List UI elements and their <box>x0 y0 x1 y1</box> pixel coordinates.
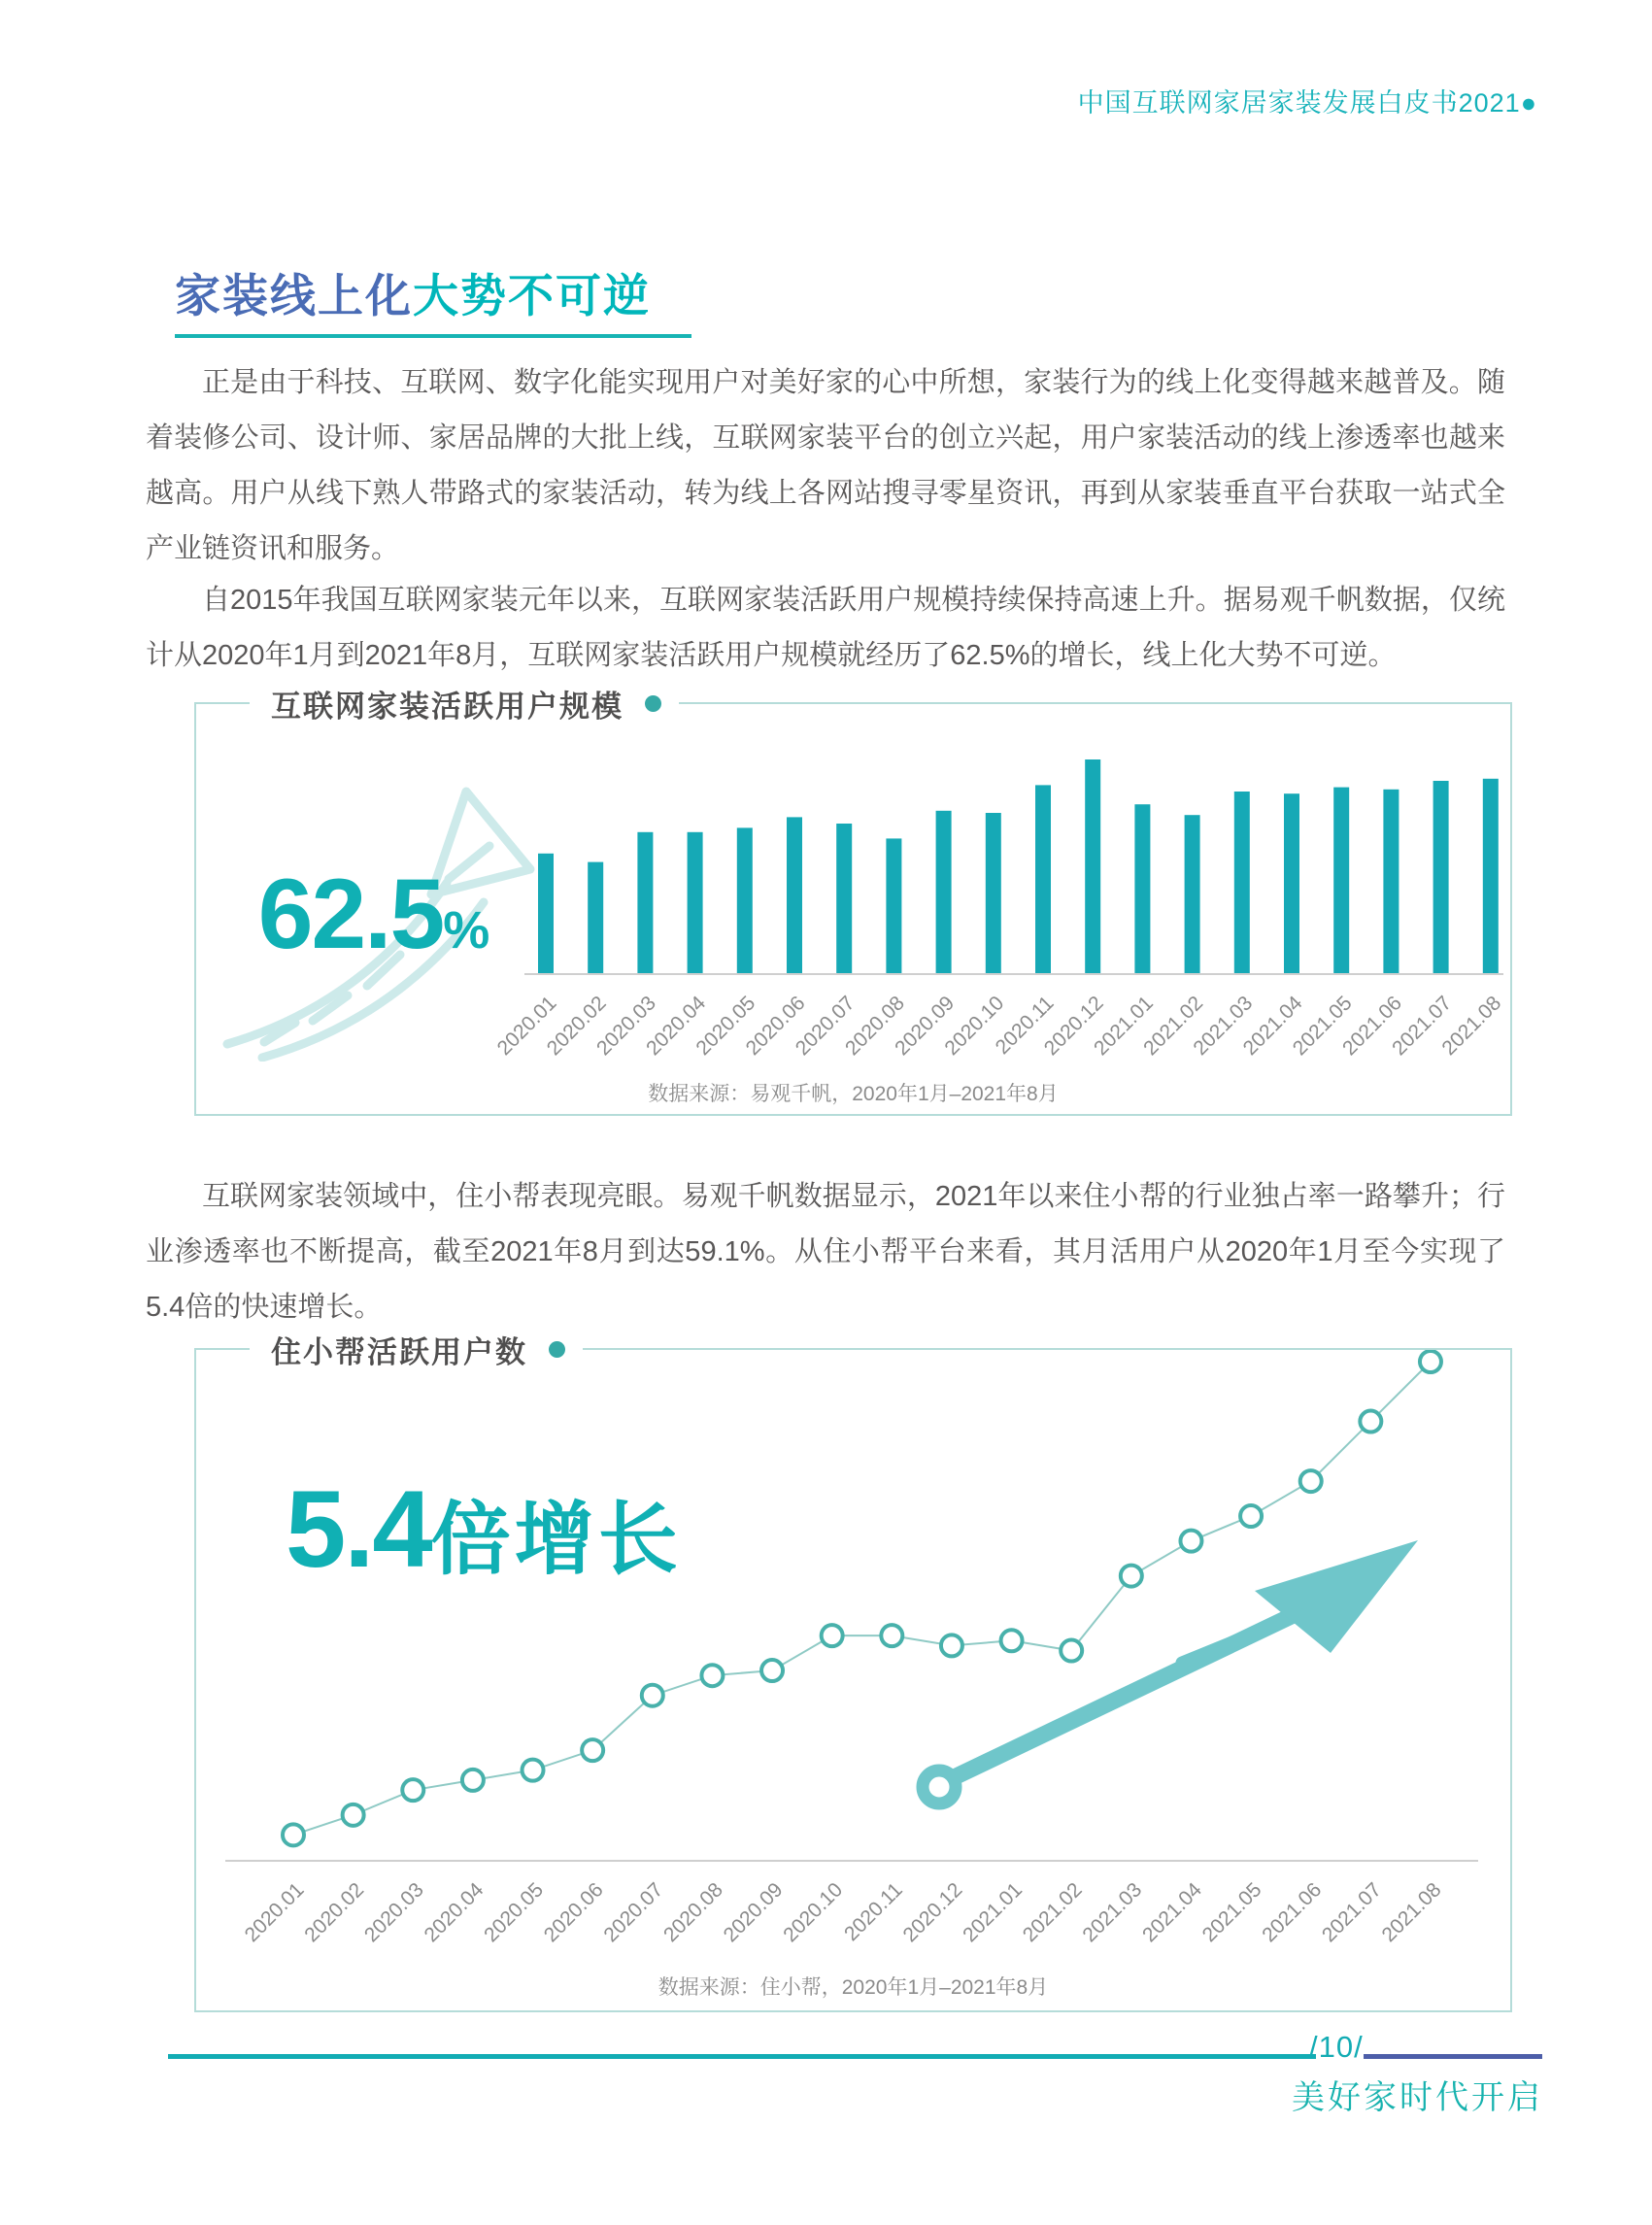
bar <box>936 811 952 973</box>
data-point-marker <box>1240 1505 1262 1527</box>
x-tick-label: 2020.10 <box>940 992 1009 1061</box>
data-point-marker <box>462 1770 484 1791</box>
data-point-marker <box>283 1824 304 1845</box>
chart-source-2: 数据来源：住小帮，2020年1月–2021年8月 <box>657 1976 1049 1999</box>
data-point-marker <box>1121 1566 1142 1587</box>
data-point-marker <box>402 1779 423 1801</box>
data-point-marker <box>1420 1351 1441 1372</box>
data-point-marker <box>1360 1411 1381 1433</box>
x-tick-label: 2020.01 <box>492 992 561 1061</box>
x-tick-label: 2021.04 <box>1238 992 1307 1061</box>
x-tick-label: 2020.11 <box>991 992 1059 1060</box>
bar <box>637 832 653 973</box>
growth-arrow <box>923 1540 1418 1804</box>
data-point-marker <box>642 1685 663 1706</box>
line-chart-box <box>194 1334 1512 2012</box>
line-series <box>293 1362 1431 1835</box>
x-tick-label: 2020.06 <box>539 1878 608 1947</box>
x-tick-label: 2020.12 <box>1039 992 1108 1061</box>
x-tick-label: 2020.08 <box>658 1878 727 1947</box>
data-point-marker <box>1061 1640 1082 1662</box>
x-tick-label: 2020.07 <box>791 992 860 1061</box>
x-tick-label: 2021.05 <box>1288 992 1357 1061</box>
page-header: 中国互联网家居家装发展白皮书2021● <box>1077 88 1537 118</box>
x-tick-label: 2021.08 <box>1377 1878 1446 1947</box>
x-tick-label: 2020.10 <box>779 1878 848 1947</box>
x-tick-label: 2020.02 <box>300 1878 369 1947</box>
bar <box>886 838 901 973</box>
line-chart-plot <box>196 1350 1506 2006</box>
x-tick-label: 2021.08 <box>1437 992 1506 1061</box>
bar <box>986 813 1001 973</box>
x-tick-label: 2020.05 <box>691 992 760 1061</box>
x-tick-label: 2021.07 <box>1317 1878 1386 1947</box>
page-title-part2: 大势不可逆 <box>413 270 651 321</box>
x-tick-label: 2020.02 <box>542 992 611 1061</box>
highlight-unit: % <box>443 901 490 960</box>
x-tick-label: 2021.04 <box>1138 1878 1206 1947</box>
data-point-marker <box>1300 1470 1322 1492</box>
line-chart-title: 住小帮活跃用户数 <box>271 1334 527 1369</box>
highlight-value: 5.4 <box>286 1468 431 1590</box>
data-point-marker <box>761 1660 783 1681</box>
x-tick-label: 2021.06 <box>1258 1878 1327 1947</box>
bar <box>1333 788 1349 973</box>
x-tick-label: 2020.04 <box>642 992 711 1061</box>
bar <box>1185 815 1200 973</box>
title-underline <box>175 334 691 338</box>
x-tick-label: 2020.06 <box>741 992 810 1061</box>
bar <box>1383 790 1399 973</box>
data-point-marker <box>582 1739 603 1761</box>
bar <box>688 832 703 973</box>
x-tick-label: 2020.05 <box>480 1878 549 1947</box>
bar <box>1284 793 1299 973</box>
paragraph-3: 互联网家装领域中，住小帮表现亮眼。易观千帆数据显示，2021年以来住小帮的行业独占率一路攀升；行业渗透率也不断提高，截至2021年8月到达59.1%。从住小帮平台来看，其月活用户从2020年1月至今实现了5.4倍的快速增长。 <box>146 1181 1505 1323</box>
paragraph-2: 自2015年我国互联网家装元年以来，互联网家装活跃用户规模持续保持高速上升。据易观千帆数据，仅统计从2020年1月到2021年8月，互联网家装活跃用户规模就经历了62.5%的增长，线上化大势不可逆。 <box>146 585 1506 671</box>
bar <box>787 817 802 973</box>
x-tick-label: 2020.01 <box>240 1878 309 1947</box>
bar <box>1085 759 1100 973</box>
footer-divider-blue <box>1364 2054 1542 2059</box>
data-point-marker <box>1001 1630 1023 1651</box>
x-tick-label: 2020.04 <box>420 1878 489 1947</box>
bar-chart-box <box>194 689 1512 1116</box>
x-tick-label: 2021.02 <box>1018 1878 1087 1947</box>
x-tick-label: 2020.12 <box>898 1878 967 1947</box>
footer-page-number: /10/ <box>1309 2030 1364 2064</box>
x-tick-label: 2020.09 <box>891 992 960 1061</box>
x-tick-label: 2020.11 <box>839 1878 907 1946</box>
footer-tagline: 美好家时代开启 <box>1292 2079 1543 2116</box>
x-tick-label: 2020.09 <box>719 1878 788 1947</box>
page-title-part1: 家装线上化 <box>175 270 413 321</box>
x-tick-label: 2021.03 <box>1189 992 1258 1061</box>
chart-source-1: 数据来源：易观千帆，2020年1月–2021年8月 <box>648 1083 1059 1105</box>
bar-chart-title: 互联网家装活跃用户规模 <box>271 689 624 724</box>
bar <box>1035 785 1051 973</box>
x-tick-label: 2020.08 <box>840 992 909 1061</box>
bar <box>1433 781 1449 973</box>
bar <box>1483 779 1499 973</box>
x-tick-label: 2020.03 <box>359 1878 428 1947</box>
x-tick-label: 2021.01 <box>1089 992 1158 1061</box>
x-tick-label: 2021.02 <box>1139 992 1208 1061</box>
growth-highlight-62 <box>204 858 544 971</box>
x-tick-label: 2021.05 <box>1197 1878 1266 1947</box>
data-point-marker <box>1180 1531 1201 1552</box>
page-title <box>175 260 651 325</box>
bar <box>1234 792 1250 973</box>
highlight-unit: 倍增长 <box>430 1496 682 1584</box>
data-point-marker <box>343 1804 364 1826</box>
growth-highlight-54 <box>286 1466 682 1592</box>
x-tick-label: 2021.03 <box>1078 1878 1147 1947</box>
bar <box>836 824 852 973</box>
x-tick-label: 2021.01 <box>959 1878 1028 1947</box>
arrow-tail-ring-icon <box>923 1770 956 1804</box>
data-point-marker <box>881 1625 902 1646</box>
data-point-marker <box>941 1635 962 1656</box>
bar <box>1134 804 1150 973</box>
x-tick-label: 2021.07 <box>1388 992 1457 1061</box>
bar <box>588 862 603 973</box>
x-tick-label: 2021.06 <box>1337 992 1406 1061</box>
bar <box>737 827 753 973</box>
x-tick-label: 2020.07 <box>599 1878 668 1947</box>
paragraph-1: 正是由于科技、互联网、数字化能实现用户对美好家的心中所想，家装行为的线上化变得越来越普及。随着装修公司、设计师、家居品牌的大批上线，互联网家装平台的创立兴起，用户家装活动的线上渗透率也越来越高。用户从线下熟人带路式的家装活动，转为线上各网站搜寻零星资讯，再到从家装垂直平台获取一站式全产业链资讯和服务。 <box>146 367 1505 564</box>
data-point-marker <box>822 1625 843 1646</box>
data-point-marker <box>701 1665 723 1686</box>
data-point-marker <box>523 1760 544 1781</box>
x-tick-label: 2020.03 <box>591 992 660 1061</box>
footer-divider-teal <box>168 2054 1316 2059</box>
highlight-value: 62.5 <box>257 859 444 969</box>
